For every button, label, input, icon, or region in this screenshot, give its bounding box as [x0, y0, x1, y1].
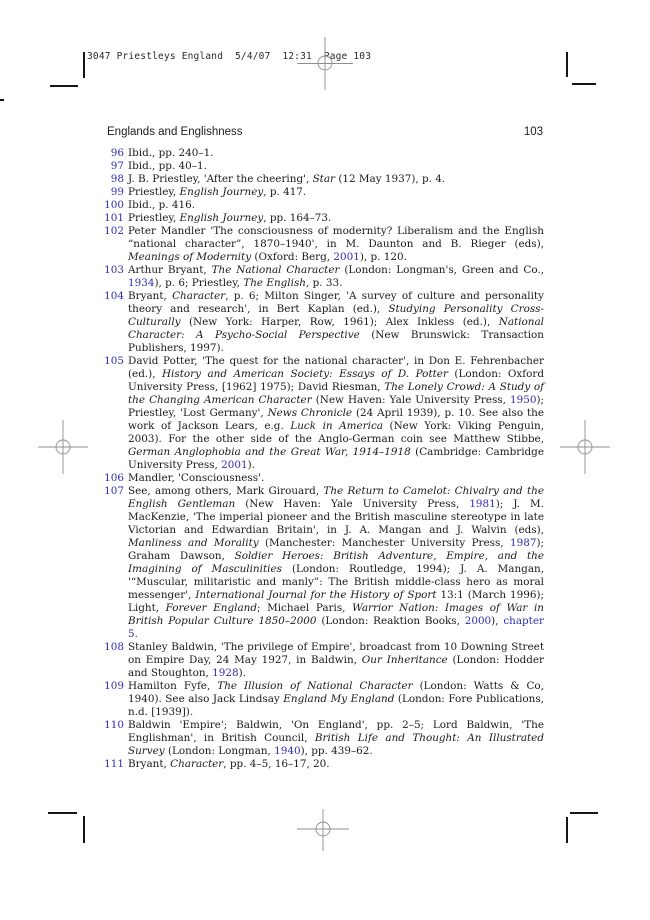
endnote [104, 160, 544, 173]
endnote-number[interactable]: 99 [110, 186, 124, 198]
note-text-run: (London: Longman's, Green and Co., [339, 264, 545, 276]
note-text-run: ; Michael Paris, [257, 602, 353, 614]
page-number: 103 [523, 126, 543, 138]
endnote-number[interactable]: 110 [104, 719, 124, 731]
note-text-run: (24 April 1939), p. 10. See also the work of Jackson Lears, e.g. [128, 407, 544, 432]
endnote [104, 472, 544, 485]
note-text-run: (Oxford: Berg, [251, 251, 334, 263]
endnote-number[interactable]: 105 [104, 355, 124, 367]
endnote-text [128, 147, 214, 159]
note-text-run: , p. 33. [305, 277, 343, 289]
endnote [104, 199, 544, 212]
endnote-text [128, 485, 544, 640]
running-head-title: Englands and Englishness [107, 126, 243, 138]
endnote-number[interactable]: 98 [110, 173, 124, 185]
endnote-text [128, 225, 544, 263]
note-text-run: Hamilton Fyfe, [128, 680, 218, 692]
endnote-text [128, 680, 544, 718]
note-text-run: (London: Hodder and Stoughton, [128, 654, 544, 679]
endnote-text [128, 641, 544, 679]
citation-link[interactable]: 1934 [128, 277, 155, 289]
note-text-run: (New Haven: Yale University Press, [311, 394, 510, 406]
endnote-number[interactable]: 100 [104, 199, 124, 211]
note-text-run: (London: Routledge, 1994); J. A. Mangan, '“Muscular, militaristic and manly”: The British middle-class hero as moral messenger', [128, 563, 545, 601]
note-text-run: ); Graham Dawson, [128, 537, 544, 562]
endnote-text [128, 264, 544, 289]
cited-title: The National Character [211, 264, 340, 276]
note-text-run: 13:1 (March 1996); Light, [128, 589, 544, 614]
endnote-number[interactable]: 111 [104, 758, 124, 770]
cited-title: The Return to Camelot: Chivalry and the English Gentleman [128, 485, 544, 510]
note-text-run: Priestley, [128, 186, 180, 198]
note-text-run: Peter Mandler 'The consciousness of modernity? Liberalism and the English “national character”, 1870–1940', in M. Daunton and B. Rieger (eds), [128, 225, 544, 250]
note-text-run: Arthur Bryant, [128, 264, 212, 276]
note-text-run: ), [491, 615, 504, 627]
note-text-run: , p. 6; Milton Singer, 'A survey of culture and personality theory and research', in Bert Kaplan (ed.), [128, 290, 544, 315]
citation-link[interactable]: 2001 [333, 251, 360, 263]
note-text-run: (New York: Viking Penguin, 2003). For the other side of the Anglo-German coin see Matthew Stibbe, [128, 420, 544, 445]
cited-title: English Journey [179, 186, 264, 198]
cited-title: Luck in America [290, 420, 383, 432]
note-text-run: (London: Fore Publications, n.d. [1939]). [128, 693, 545, 718]
endnote-text [128, 186, 306, 198]
endnote-number[interactable]: 96 [110, 147, 124, 159]
cited-title: Character [172, 290, 226, 302]
endnote [104, 186, 544, 199]
endnote-number[interactable]: 109 [104, 680, 124, 692]
note-text-run: ); Priestley, 'Lost Germany', [128, 394, 544, 419]
note-text-run: See, among others, Mark Girouard, [128, 485, 324, 497]
endnote [104, 641, 544, 680]
cited-title: The Lonely Crowd: A Study of the Changing American Character [128, 381, 544, 406]
cited-title: National Character: A Psycho-Social Perspective [128, 316, 544, 341]
endnote [104, 264, 544, 290]
citation-link[interactable]: chapter 5. [128, 615, 544, 640]
cited-title: Character [170, 758, 224, 770]
endnote-number[interactable]: 106 [104, 472, 124, 484]
note-text-run: ). [247, 459, 255, 471]
cited-title: Our Inheritance [361, 654, 448, 666]
note-text-run: (New Haven: Yale University Press, [235, 498, 470, 510]
running-head [107, 126, 543, 138]
cited-title: English Journey [179, 212, 264, 224]
note-text-run: (New Brunswick: Transaction Publishers, 1997). [128, 329, 544, 354]
note-text-run: , pp. 164–73. [263, 212, 332, 224]
endnote-number[interactable]: 97 [110, 160, 124, 172]
note-text-run: Ibid., pp. 40–1. [128, 160, 207, 172]
note-text-run: ), p. 120. [359, 251, 407, 263]
endnote [104, 355, 544, 472]
citation-link[interactable]: 1987 [509, 537, 537, 549]
cited-title: England My England [283, 693, 395, 705]
note-text-run: ). [238, 667, 246, 679]
endnote-number[interactable]: 107 [104, 485, 124, 497]
endnote-number[interactable]: 102 [104, 225, 124, 237]
endnote [104, 212, 544, 225]
note-text-run: (London: Longman, [164, 745, 275, 757]
registration-mark [35, 419, 91, 475]
endnote-text [128, 758, 330, 770]
registration-mark [295, 801, 351, 857]
crop-mark [83, 816, 85, 843]
note-text-run: ), p. 6; Priestley, [154, 277, 244, 289]
note-text-run: Bryant, [128, 758, 171, 770]
endnote-text [128, 355, 544, 471]
cited-title: The English [243, 277, 306, 289]
registration-mark [295, 33, 355, 93]
crop-mark [48, 812, 77, 814]
note-text-run: (Manchester: Manchester University Press, [258, 537, 510, 549]
print-slug: 3047 Priestleys England 5/4/07 12:31 Page 103 [87, 51, 372, 62]
note-text-run: ), pp. 439–62. [300, 745, 373, 757]
cited-title: Warrior Nation: Images of War in British Popular Culture 1850–2000 [128, 602, 544, 627]
cited-title: Manliness and Morality [128, 537, 259, 549]
endnote-number[interactable]: 108 [104, 641, 124, 653]
note-text-run: Ibid., p. 416. [128, 199, 196, 211]
cited-title: British Life and Thought: An Illustrated Survey [128, 732, 544, 757]
note-text-run: (New York: Harper, Row, 1961); Alex Inkless (ed.), [180, 316, 499, 328]
cited-title: Meanings of Modernity [128, 251, 252, 263]
endnote [104, 173, 544, 186]
crop-mark [50, 85, 78, 87]
crop-mark [570, 812, 598, 814]
cited-title: Soldier Heroes: British Adventure, Empire, and the Imagining of Masculinities [128, 550, 544, 575]
endnote-text [128, 173, 445, 185]
note-text-run: (Cambridge: Cambridge University Press, [128, 446, 544, 471]
endnote-text [128, 212, 331, 224]
citation-link[interactable]: 1950 [509, 394, 537, 406]
note-text-run: Stanley Baldwin, 'The privilege of Empire', broadcast from 10 Downing Street on Empire Day, 24 May 1927, in Baldwin, [128, 641, 544, 666]
endnote [104, 485, 544, 641]
cited-title: History and American Society: Essays of D. Potter [162, 368, 448, 380]
endnote-text [128, 290, 544, 354]
cited-title: The Illusion of National Character [217, 680, 413, 692]
endnote [104, 680, 544, 719]
endnote [104, 225, 544, 264]
cited-title: German Anglophobia and the Great War, 1914–1918 [128, 446, 411, 458]
endnotes-list [104, 147, 544, 771]
note-text-run: (London: Watts & Co, 1940). See also Jack Lindsay [128, 680, 544, 705]
note-text-run: ); J. M. MacKenzie, 'The imperial pioneer and the British masculine stereotype in late Victorian and Edwardian Britain', in J. A. Mangan and J. Walvin (eds), [128, 498, 544, 536]
cited-title: Forever England [165, 602, 258, 614]
endnote [104, 147, 544, 160]
note-text-run: Ibid., pp. 240–1. [128, 147, 214, 159]
endnote-text [128, 160, 207, 172]
citation-link[interactable]: 2001 [221, 459, 248, 471]
crop-mark [566, 52, 568, 77]
note-text-run: Priestley, [128, 212, 180, 224]
crop-mark [566, 817, 568, 843]
endnote-text [128, 199, 195, 211]
note-text-run: (London: Reaktion Books, [316, 615, 465, 627]
citation-link[interactable]: 2000 [464, 615, 492, 627]
endnote [104, 290, 544, 355]
crop-mark [572, 83, 596, 85]
note-text-run: David Potter, 'The quest for the national character', in Don E. Fehrenbacher (ed.), [128, 355, 544, 380]
endnote [104, 758, 544, 771]
endnote-number[interactable]: 104 [104, 290, 124, 302]
endnote [104, 719, 544, 758]
registration-mark [557, 419, 613, 475]
citation-link[interactable]: 1940 [274, 745, 301, 757]
citation-link[interactable]: 1981 [469, 498, 496, 510]
crop-mark [83, 52, 85, 78]
cited-title: Star [312, 173, 336, 185]
endnote-text [128, 472, 264, 484]
note-text-run: , p. 417. [263, 186, 307, 198]
note-text-run: J. B. Priestley, 'After the cheering', [128, 173, 313, 185]
cited-title: Studying Personality Cross-Culturally [128, 303, 544, 328]
note-text-run: Bryant, [128, 290, 173, 302]
note-text-run: Mandler, 'Consciousness'. [128, 472, 265, 484]
endnote-text [128, 719, 544, 757]
cited-title: News Chronicle [267, 407, 353, 419]
note-text-run: (12 May 1937), p. 4. [335, 173, 446, 185]
note-text-run: Baldwin 'Empire'; Baldwin, 'On England', pp. 2–5; Lord Baldwin, 'The Englishman', in British Council, [128, 719, 544, 744]
endnote-number[interactable]: 103 [104, 264, 124, 276]
edge-mark [0, 99, 4, 101]
note-text-run: (London: Oxford University Press, [1962] 1975); David Riesman, [128, 368, 544, 393]
citation-link[interactable]: 1928 [212, 667, 239, 679]
endnote-number[interactable]: 101 [104, 212, 124, 224]
cited-title: International Journal for the History of Sport [195, 589, 437, 601]
note-text-run: , pp. 4–5, 16–17, 20. [223, 758, 330, 770]
